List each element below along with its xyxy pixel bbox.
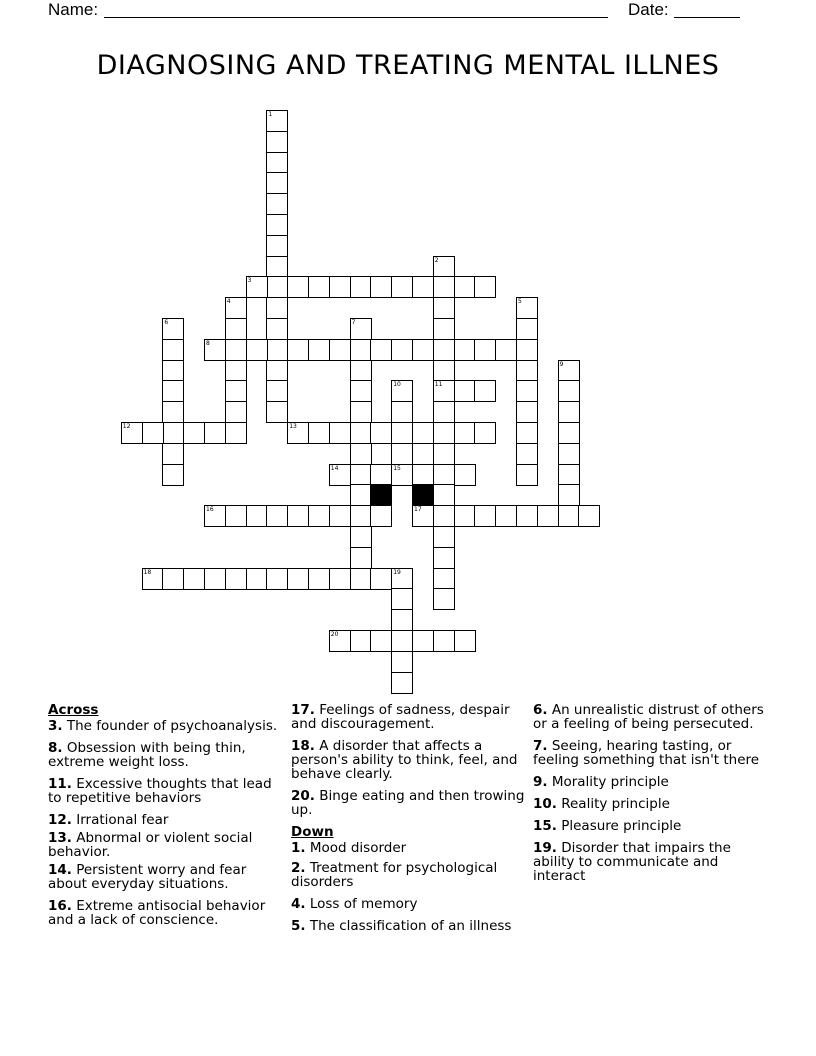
grid-cell[interactable] <box>433 484 455 506</box>
grid-cell[interactable] <box>162 380 184 402</box>
clue-text: An unrealistic distrust of others or a feeling of being persecuted. <box>533 702 764 732</box>
grid-cell[interactable] <box>391 339 413 361</box>
grid-cell[interactable] <box>516 380 538 402</box>
grid-cell[interactable] <box>516 505 538 527</box>
grid-cell[interactable] <box>162 568 184 590</box>
clue-number: 9. <box>533 774 548 790</box>
grid-cell[interactable] <box>162 443 184 465</box>
grid-cell[interactable] <box>204 422 226 444</box>
grid-cell[interactable] <box>391 276 413 298</box>
grid-cell[interactable] <box>225 360 247 382</box>
grid-cell[interactable] <box>308 339 330 361</box>
grid-cell[interactable] <box>225 505 247 527</box>
grid-cell[interactable] <box>204 568 226 590</box>
name-label: Name: <box>48 0 99 19</box>
grid-cell[interactable] <box>266 110 288 132</box>
cell-number: 14 <box>330 464 339 472</box>
grid-cell[interactable] <box>454 276 476 298</box>
grid-cell[interactable] <box>474 422 496 444</box>
grid-cell[interactable] <box>266 256 288 278</box>
cell-number: 17 <box>414 506 422 514</box>
grid-cell[interactable] <box>537 505 559 527</box>
grid-cell[interactable] <box>454 505 476 527</box>
grid-cell[interactable] <box>433 464 455 486</box>
grid-cell[interactable] <box>246 339 268 361</box>
grid-cell[interactable] <box>454 380 476 402</box>
clue-across-16 <box>48 899 278 927</box>
grid-cell[interactable] <box>225 380 247 402</box>
grid-cell[interactable] <box>516 443 538 465</box>
clue-text: Seeing, hearing tasting, or feeling something that isn't there <box>533 738 760 768</box>
grid-cell[interactable] <box>516 422 538 444</box>
grid-cell[interactable] <box>474 505 496 527</box>
grid-cell[interactable] <box>370 505 392 527</box>
grid-cell[interactable] <box>412 630 434 652</box>
clue-number: 2. <box>291 860 306 876</box>
grid-cell[interactable] <box>433 380 455 402</box>
grid-cell[interactable] <box>391 380 413 402</box>
clue-down-10 <box>533 797 773 811</box>
cell-number: 2 <box>434 256 439 264</box>
grid-cell[interactable] <box>266 339 288 361</box>
clue-text: Feelings of sadness, despair and discouragement. <box>291 702 510 732</box>
grid-cell[interactable] <box>225 422 247 444</box>
grid-cell[interactable] <box>350 443 372 465</box>
grid-cell[interactable] <box>350 568 372 590</box>
grid-cell[interactable] <box>350 547 372 569</box>
grid-cell[interactable] <box>287 339 309 361</box>
grid-cell[interactable] <box>350 401 372 423</box>
grid-cell[interactable] <box>412 276 434 298</box>
clue-number: 11. <box>48 776 72 792</box>
clue-across-18 <box>291 739 526 781</box>
grid-cell[interactable] <box>433 297 455 319</box>
clue-text: Loss of memory <box>309 896 418 912</box>
grid-cell[interactable] <box>558 360 580 382</box>
grid-cell[interactable] <box>350 526 372 548</box>
grid-cell[interactable] <box>246 505 268 527</box>
grid-cell[interactable] <box>558 380 580 402</box>
black-cell <box>412 484 434 506</box>
grid-cell[interactable] <box>516 318 538 340</box>
clue-text: The founder of psychoanalysis. <box>66 718 278 734</box>
black-cell <box>370 484 392 506</box>
cell-number: 5 <box>518 298 522 306</box>
grid-cell[interactable] <box>433 443 455 465</box>
grid-cell[interactable] <box>183 422 205 444</box>
grid-cell[interactable] <box>350 318 372 340</box>
grid-cell[interactable] <box>516 339 538 361</box>
grid-cell[interactable] <box>495 339 517 361</box>
clue-across-13 <box>48 831 278 859</box>
grid-cell[interactable] <box>225 401 247 423</box>
grid-cell[interactable] <box>350 464 372 486</box>
cell-number: 9 <box>559 360 564 368</box>
grid-cell[interactable] <box>266 505 288 527</box>
clues-column-1 <box>48 703 278 935</box>
grid-cell[interactable] <box>350 484 372 506</box>
grid-cell[interactable] <box>370 276 392 298</box>
grid-cell[interactable] <box>433 360 455 382</box>
grid-cell[interactable] <box>516 464 538 486</box>
grid-cell[interactable] <box>142 422 164 444</box>
page-title: DIAGNOSING AND TREATING MENTAL ILLNES <box>96 50 720 81</box>
grid-cell[interactable] <box>433 339 455 361</box>
cell-number: 8 <box>206 339 210 347</box>
cell-number: 10 <box>393 381 401 389</box>
grid-cell[interactable] <box>329 568 351 590</box>
clue-down-9 <box>533 775 773 789</box>
grid-cell[interactable] <box>266 193 288 215</box>
grid-cell[interactable] <box>308 276 330 298</box>
grid-cell[interactable] <box>474 380 496 402</box>
grid-cell[interactable] <box>308 422 330 444</box>
grid-cell[interactable] <box>266 401 288 423</box>
clue-text: Irrational fear <box>76 812 169 828</box>
clue-number: 7. <box>533 738 548 754</box>
grid-cell[interactable] <box>391 588 413 610</box>
clue-across-3 <box>48 719 278 733</box>
grid-cell[interactable] <box>412 422 434 444</box>
clue-down-4 <box>291 897 526 911</box>
clue-number: 15. <box>533 818 557 834</box>
cell-number: 4 <box>226 298 231 306</box>
grid-cell[interactable] <box>516 401 538 423</box>
grid-cell[interactable] <box>370 464 392 486</box>
across-heading: Across <box>48 702 99 718</box>
clue-number: 1. <box>291 840 306 856</box>
grid-cell[interactable] <box>329 276 351 298</box>
grid-cell[interactable] <box>454 630 476 652</box>
clue-number: 18. <box>291 738 315 754</box>
grid-cell[interactable] <box>266 318 288 340</box>
grid-cell[interactable] <box>433 422 455 444</box>
grid-cell[interactable] <box>558 464 580 486</box>
down-heading: Down <box>291 824 334 840</box>
clue-text: Excessive thoughts that lead to repetitive behaviors <box>48 776 272 806</box>
grid-cell[interactable] <box>329 505 351 527</box>
clue-text: Persistent worry and fear about everyday situations. <box>48 862 247 892</box>
grid-cell[interactable] <box>391 651 413 673</box>
grid-cell[interactable] <box>391 464 413 486</box>
grid-cell[interactable] <box>391 568 413 590</box>
grid-cell[interactable] <box>266 380 288 402</box>
grid-cell[interactable] <box>391 443 413 465</box>
grid-cell[interactable] <box>350 276 372 298</box>
clue-number: 13. <box>48 830 72 846</box>
grid-cell[interactable] <box>433 568 455 590</box>
grid-cell[interactable] <box>350 630 372 652</box>
grid-cell[interactable] <box>204 505 226 527</box>
clue-text: Binge eating and then trowing up. <box>291 788 525 818</box>
clue-down-5 <box>291 919 526 933</box>
date-label: Date: <box>628 0 669 19</box>
grid-cell[interactable] <box>412 339 434 361</box>
grid-cell[interactable] <box>474 339 496 361</box>
grid-cell[interactable] <box>433 630 455 652</box>
clue-down-2 <box>291 861 526 889</box>
grid-cell[interactable] <box>412 464 434 486</box>
clue-text: Treatment for psychological disorders <box>291 860 498 890</box>
grid-cell[interactable] <box>370 568 392 590</box>
grid-cell[interactable] <box>558 422 580 444</box>
grid-cell[interactable] <box>454 422 476 444</box>
cell-number: 20 <box>330 631 339 638</box>
grid-cell[interactable] <box>329 422 351 444</box>
grid-cell[interactable] <box>558 443 580 465</box>
grid-cell[interactable] <box>246 568 268 590</box>
cell-number: 18 <box>143 568 152 576</box>
cell-number: 3 <box>247 277 252 285</box>
cell-number: 19 <box>393 568 401 576</box>
grid-cell[interactable] <box>370 630 392 652</box>
grid-cell[interactable] <box>433 526 455 548</box>
clue-across-20 <box>291 789 526 817</box>
grid-cell[interactable] <box>370 422 392 444</box>
cell-number: 11 <box>434 381 443 389</box>
cell-number: 13 <box>289 423 297 430</box>
grid-cell[interactable] <box>162 318 184 340</box>
grid-cell[interactable] <box>204 339 226 361</box>
grid-cell[interactable] <box>162 401 184 423</box>
grid-cell[interactable] <box>474 276 496 298</box>
grid-cell[interactable] <box>266 214 288 236</box>
grid-cell[interactable] <box>246 276 268 298</box>
grid-cell[interactable] <box>412 505 434 527</box>
clues-column-2 <box>291 703 526 941</box>
grid-cell[interactable] <box>350 505 372 527</box>
cell-number: 7 <box>351 319 356 326</box>
grid-cell[interactable] <box>225 297 247 319</box>
clue-across-17 <box>291 703 526 731</box>
grid-cell[interactable] <box>266 276 288 298</box>
grid-cell[interactable] <box>225 339 247 361</box>
grid-cell[interactable] <box>350 339 372 361</box>
grid-cell[interactable] <box>287 276 309 298</box>
grid-cell[interactable] <box>433 401 455 423</box>
grid-cell[interactable] <box>391 672 413 694</box>
clue-text: Pleasure principle <box>561 818 682 834</box>
clue-text: The classification of an illness <box>309 918 512 934</box>
clue-down-19 <box>533 841 773 883</box>
clue-down-6 <box>533 703 773 731</box>
clue-down-15 <box>533 819 773 833</box>
grid-cell[interactable] <box>558 401 580 423</box>
grid-cell[interactable] <box>433 588 455 610</box>
grid-cell[interactable] <box>266 360 288 382</box>
grid-cell[interactable] <box>287 505 309 527</box>
grid-cell[interactable] <box>287 422 309 444</box>
grid-cell[interactable] <box>266 131 288 153</box>
grid-cell[interactable] <box>266 152 288 174</box>
grid-cell[interactable] <box>578 505 600 527</box>
grid-cell[interactable] <box>266 297 288 319</box>
grid-cell[interactable] <box>454 464 476 486</box>
grid-cell[interactable] <box>266 235 288 257</box>
clue-text: Extreme antisocial behavior and a lack of conscience. <box>48 898 266 928</box>
grid-cell[interactable] <box>516 297 538 319</box>
grid-cell[interactable] <box>391 630 413 652</box>
cell-number: 15 <box>393 464 401 472</box>
clue-number: 16. <box>48 898 72 914</box>
grid-cell[interactable] <box>391 609 413 631</box>
cell-number: 12 <box>122 423 131 430</box>
grid-cell[interactable] <box>329 464 351 486</box>
grid-cell[interactable] <box>142 568 164 590</box>
grid-cell[interactable] <box>433 547 455 569</box>
clue-number: 3. <box>48 718 63 734</box>
grid-cell[interactable] <box>516 360 538 382</box>
cell-number: 6 <box>164 319 169 326</box>
clue-down-7 <box>533 739 773 767</box>
clue-text: Mood disorder <box>309 840 407 856</box>
clue-text: Obsession with being thin, extreme weight loss. <box>48 740 246 770</box>
clue-text: Abnormal or violent social behavior. <box>48 830 253 860</box>
grid-cell[interactable] <box>350 422 372 444</box>
clue-number: 10. <box>533 796 557 812</box>
grid-cell[interactable] <box>391 401 413 423</box>
grid-cell[interactable] <box>266 568 288 590</box>
grid-cell[interactable] <box>329 630 351 652</box>
grid-cell[interactable] <box>391 422 413 444</box>
grid-cell[interactable] <box>433 318 455 340</box>
grid-cell[interactable] <box>162 360 184 382</box>
grid-cell[interactable] <box>162 339 184 361</box>
clue-number: 14. <box>48 862 72 878</box>
grid-cell[interactable] <box>121 422 143 444</box>
grid-cell[interactable] <box>454 339 476 361</box>
grid-cell[interactable] <box>329 339 351 361</box>
grid-cell[interactable] <box>558 484 580 506</box>
clue-across-11 <box>48 777 278 805</box>
clue-number: 6. <box>533 702 548 718</box>
grid-cell[interactable] <box>433 256 455 278</box>
clues-column-3 <box>533 703 773 891</box>
clue-number: 20. <box>291 788 315 804</box>
grid-cell[interactable] <box>370 339 392 361</box>
cell-number: 16 <box>206 506 214 514</box>
clue-number: 4. <box>291 896 306 912</box>
clue-text: Disorder that impairs the ability to communicate and interact <box>533 840 731 884</box>
grid-cell[interactable] <box>266 172 288 194</box>
grid-cell[interactable] <box>433 505 455 527</box>
clue-across-14 <box>48 863 278 891</box>
grid-cell[interactable] <box>308 505 330 527</box>
clue-number: 12. <box>48 812 72 828</box>
clue-number: 19. <box>533 840 557 856</box>
clue-number: 17. <box>291 702 315 718</box>
clue-number: 8. <box>48 740 63 756</box>
grid-cell[interactable] <box>287 568 309 590</box>
clue-text: Reality principle <box>561 796 670 812</box>
clue-down-1 <box>291 841 526 855</box>
grid-cell[interactable] <box>433 276 455 298</box>
clue-text: Morality principle <box>551 774 669 790</box>
grid-cell[interactable] <box>350 380 372 402</box>
grid-cell[interactable] <box>162 422 184 444</box>
clue-text: A disorder that affects a person's ability to think, feel, and behave clearly. <box>291 738 518 782</box>
clue-across-8 <box>48 741 278 769</box>
grid-cell[interactable] <box>162 464 184 486</box>
grid-cell[interactable] <box>350 360 372 382</box>
cell-number: 1 <box>268 111 273 118</box>
grid-cell[interactable] <box>225 568 247 590</box>
grid-cell[interactable] <box>495 505 517 527</box>
grid-cell[interactable] <box>225 318 247 340</box>
clue-number: 5. <box>291 918 306 934</box>
clue-across-12 <box>48 813 278 827</box>
grid-cell[interactable] <box>308 568 330 590</box>
grid-cell[interactable] <box>183 568 205 590</box>
grid-cell[interactable] <box>558 505 580 527</box>
